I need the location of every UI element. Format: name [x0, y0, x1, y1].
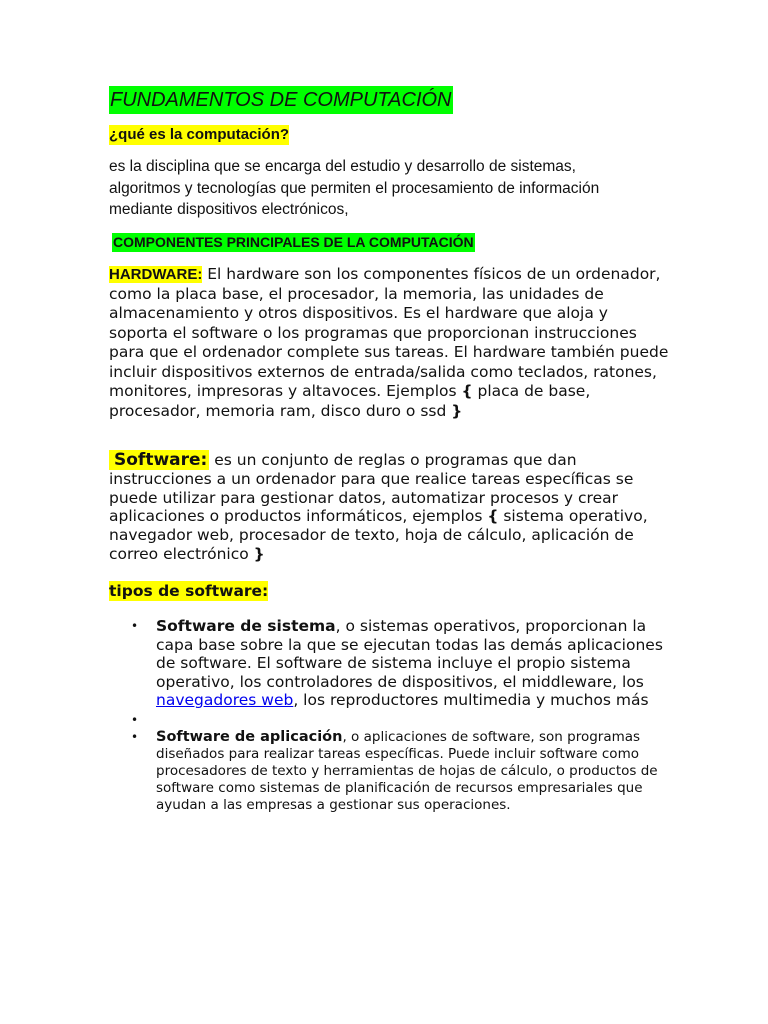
list-item-empty — [131, 710, 666, 729]
bullet-icon: • — [131, 729, 139, 744]
web-browsers-link[interactable]: navegadores web — [156, 691, 294, 709]
application-software-text: , o aplicaciones de software, son programas diseñados para realizar tareas específicas. Puede incluir software como procesadores de texto y herramientas de hojas de cálculo, o productos de software como sistemas de planificación de recursos empresariales que ayudan a las empresas a gestionar sus operaciones. — [156, 728, 658, 813]
intro-line-2: algoritmos y tecnologías que permiten el procesamiento de información — [109, 179, 600, 197]
system-software-term: Software de sistema — [156, 617, 336, 635]
system-software-text: , o sistemas operativos, proporcionan la capa base sobre la que se ejecutan todas las demás aplicaciones de software. El software de sistema incluye el propio sistema operativo, los controladores de dispositivos, el middleware, los — [156, 617, 663, 691]
question-heading: ¿qué es la computación? — [109, 126, 290, 143]
hardware-paragraph — [109, 265, 669, 421]
intro-paragraph — [109, 156, 669, 221]
application-software-term: Software de aplicación — [156, 728, 343, 745]
document-title: FUNDAMENTOS DE COMPUTACIÓN — [109, 86, 453, 114]
intro-line-1: es la disciplina que se encarga del estudio y desarrollo de sistemas, — [109, 158, 576, 175]
components-heading: COMPONENTES PRINCIPALES DE LA COMPUTACIÓN — [113, 234, 474, 250]
list-item-system-software — [131, 617, 666, 710]
software-paragraph — [109, 451, 669, 564]
bullet-icon: • — [131, 619, 139, 633]
list-item-application-software — [131, 728, 666, 814]
software-types-heading: tipos de software: — [109, 582, 269, 600]
hardware-brace-open: { — [461, 382, 473, 400]
software-label: Software: — [109, 450, 209, 470]
software-types-list — [131, 617, 666, 814]
hardware-brace-close: } — [451, 401, 463, 420]
system-software-text-end: , los reproductores multimedia y muchos más — [293, 691, 649, 709]
hardware-text: El hardware son los componentes físicos de un ordenador, como la placa base, el procesador, la memoria, las unidades de almacenamiento y otros dispositivos. Es el hardware que aloja y soporta el software o los programas que proporcionan instrucciones para que el ordenador complete sus tareas. El hardware también puede incluir dispositivos externos de entrada/salida como teclados, ratones, monitores, impresoras y altavoces. Ejemplos — [109, 265, 669, 400]
software-text: es un conjunto de reglas o programas que dan instrucciones a un ordenador para que realice tareas específicas se puede utilizar para gestionar datos, automatizar procesos y crear aplicaciones o productos informáticos, ejemplos — [109, 451, 634, 526]
bullet-icon: • — [131, 712, 139, 727]
software-brace-close: } — [253, 544, 265, 563]
intro-line-3: mediante dispositivos electrónicos, — [109, 201, 349, 218]
hardware-label: HARDWARE: — [109, 266, 203, 283]
software-brace-open: { — [487, 507, 499, 526]
software-examples: sistema operativo, navegador web, procesador de texto, hoja de cálculo, aplicación de correo electrónico — [109, 507, 648, 563]
hardware-examples: placa de base, procesador, memoria ram, disco duro o ssd — [109, 382, 591, 420]
